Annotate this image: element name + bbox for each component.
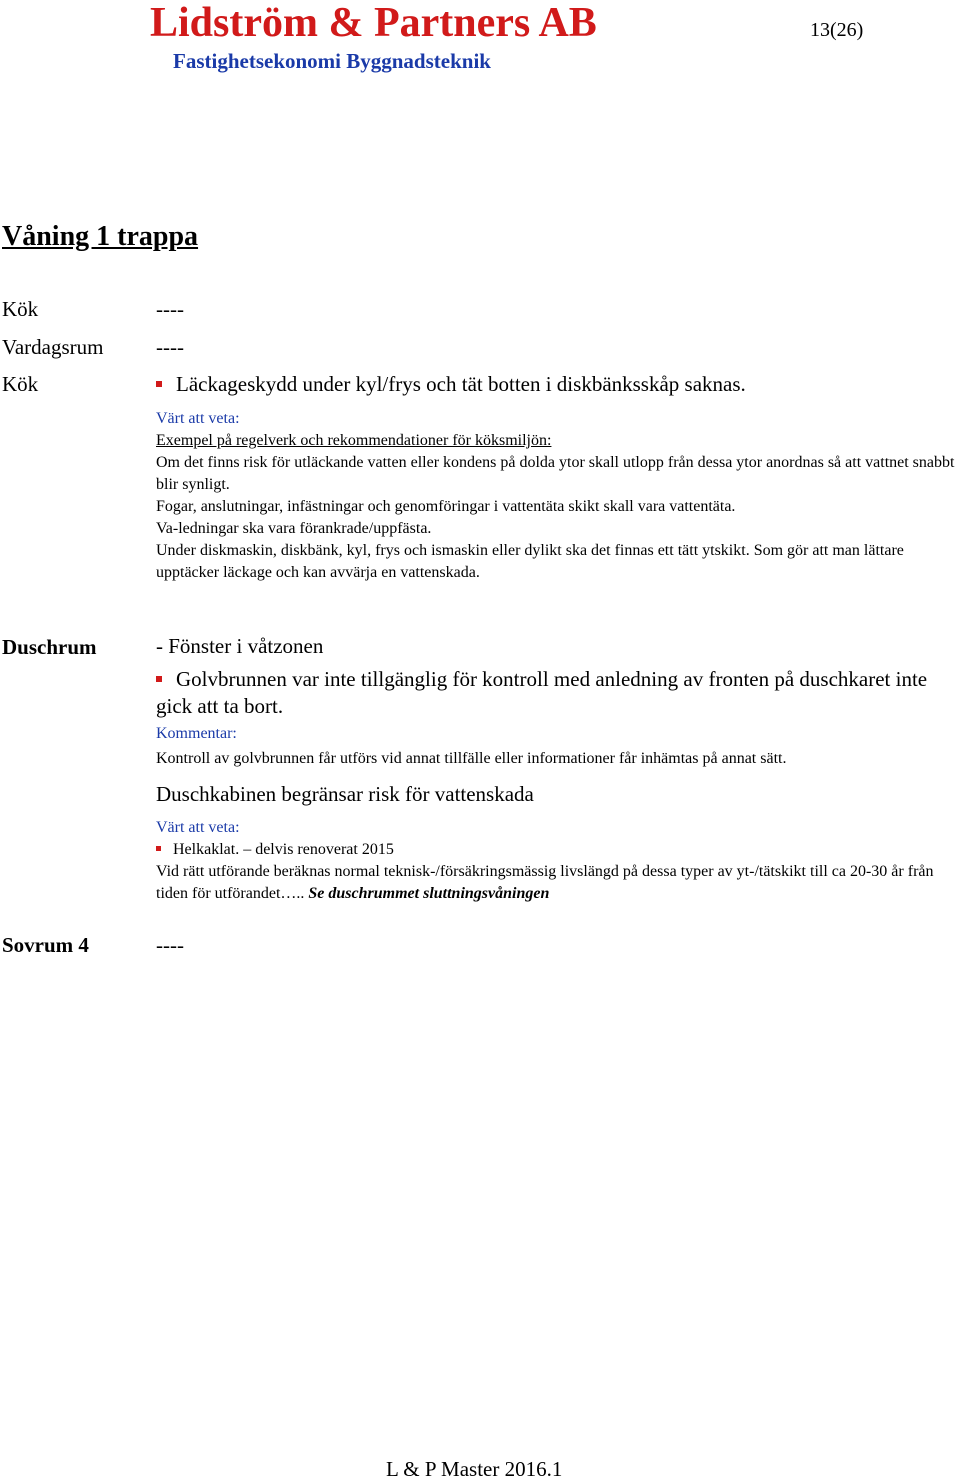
kok-bullet-text: Läckageskydd under kyl/frys och tät botten i diskbänksskåp saknas. [176, 372, 746, 396]
kok-paragraph-3: Va-ledningar ska vara förankrade/uppfästa. [156, 520, 432, 537]
room-label-duschrum: Duschrum [2, 635, 97, 659]
bullet-icon [156, 846, 161, 851]
duschrum-block [156, 633, 960, 905]
kok-example-heading: Exempel på regelverk och rekommendationer för köksmiljön: [156, 432, 552, 449]
footer-text: L & P Master 2016.1 [386, 1457, 563, 1481]
duschrum-line-2: Duschkabinen begränsar risk för vattenskada [156, 782, 534, 806]
duschrum-paragraph-emph: Se duschrummet sluttningsvåningen [308, 885, 550, 902]
kok-paragraph-4: Under diskmaskin, diskbänk, kyl, frys och ismaskin eller dylikt ska det finnas ett tätt ytskikt. Som gör att man lättare upptäcker läckage och kan avvärja en vattenskada. [156, 542, 904, 581]
duschrum-comment-label: Kommentar: [156, 725, 237, 742]
duschrum-bullet-item [156, 666, 960, 720]
kok-paragraph-1: Om det finns risk för utläckande vatten eller kondens på dolda ytor skall utlopp från dessa ytor anordnas så att vattnet snabbt blir synligt. [156, 454, 955, 493]
page-number: 13(26) [810, 19, 864, 41]
room-label-sovrum-4: Sovrum 4 [2, 933, 89, 957]
company-subtitle: Fastighetsekonomi Byggnadsteknik [173, 49, 491, 73]
duschrum-bullet-2 [156, 839, 960, 861]
room-label-kok-2: Kök [2, 372, 39, 396]
duschrum-comment: Kontroll av golvbrunnen får utförs vid annat tillfälle eller informationer får inhämtas på annat sätt. [156, 750, 787, 767]
duschrum-paragraph [156, 861, 960, 905]
company-name: Lidström & Partners AB [150, 0, 597, 46]
duschrum-line-1: - Fönster i våtzonen [156, 634, 324, 658]
kok-good-to-know: Värt att veta: [156, 410, 240, 427]
duschrum-good-to-know: Värt att veta: [156, 819, 240, 836]
room-label-vardagsrum: Vardagsrum [2, 335, 104, 359]
room-value-sovrum-4: ---- [156, 933, 184, 957]
room-value-vardagsrum: ---- [156, 335, 184, 359]
bullet-icon [156, 676, 162, 682]
kok-paragraph-2: Fogar, anslutningar, infästningar och genomföringar i vattentäta skikt skall vara vattentäta. [156, 498, 736, 515]
room-value-kok: ---- [156, 297, 184, 321]
duschrum-paragraph-text: Vid rätt utförande beräknas normal teknisk-/försäkringsmässig livslängd på dessa typer av yt-/tätskikt till ca 20-30 år från tiden för utförandet….. [156, 863, 934, 902]
duschrum-bullet-2-text: Helkaklat. – delvis renoverat 2015 [173, 841, 394, 858]
kok-info-block [156, 408, 960, 584]
bullet-icon [156, 381, 162, 387]
section-title: Våning 1 trappa [2, 221, 199, 252]
room-label-kok: Kök [2, 297, 39, 321]
duschrum-bullet-text: Golvbrunnen var inte tillgänglig för kontroll med anledning av fronten på duschkaret inte gick att ta bort. [156, 667, 928, 718]
kok-bullet-item [156, 371, 746, 397]
